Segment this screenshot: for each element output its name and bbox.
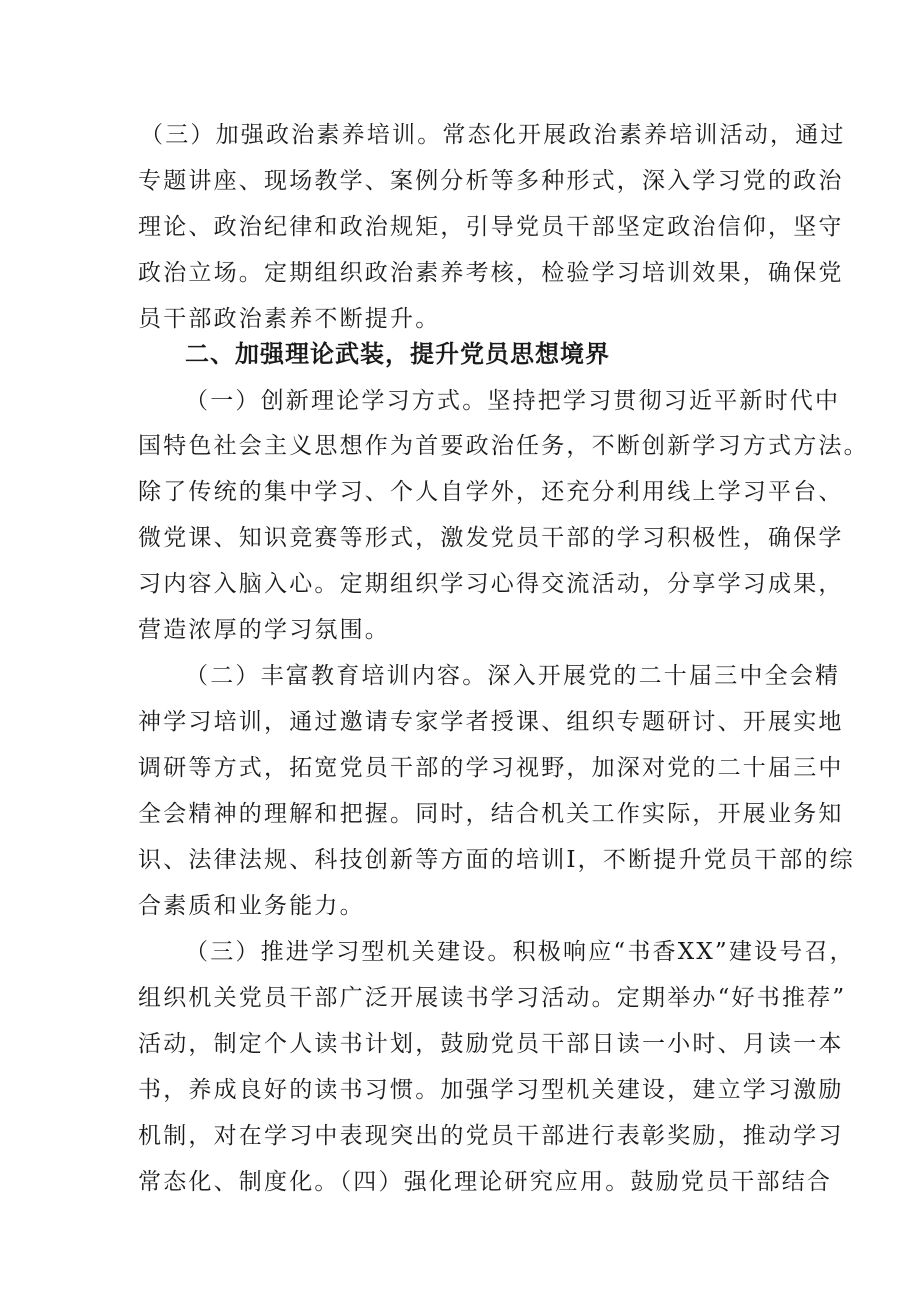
paragraph-line: （二）丰富教育培训内容。深入开展党的二十届三中全会精 — [185, 663, 841, 689]
paragraph-line: 常态化、制度化。（四）强化理论研究应用。鼓励党员干部结合 — [138, 1169, 833, 1195]
paragraph-line: 政治立场。定期组织政治素养考核，检验学习培训效果，确保党 — [138, 260, 844, 286]
paragraph-line: 国特色社会主义思想作为首要政治任务，不断创新学习方式方法。 — [138, 433, 869, 459]
paragraph-line: （一）创新理论学习方式。坚持把学习贯彻习近平新时代中 — [185, 388, 841, 414]
paragraph-line: 神学习培训，通过邀请专家学者授课、组织专题研讨、开展实地 — [138, 709, 844, 735]
paragraph-line: 合素质和业务能力。 — [138, 893, 365, 919]
paragraph-line: 理论、政治纪律和政治规矩，引导党员干部坚定政治信仰，坚守 — [138, 214, 844, 240]
paragraph-line: 全会精神的理解和把握。同时，结合机关工作实际，开展业务知 — [138, 801, 844, 827]
paragraph-line: （三）加强政治素养培训。常态化开展政治素养培训活动，通过 — [140, 122, 846, 148]
paragraph-line: 活动，制定个人读书计划，鼓励党员干部日读一小时、月读一本 — [138, 1031, 844, 1057]
paragraph-line: 习内容入脑入心。定期组织学习心得交流活动，分享学习成果， — [138, 571, 844, 597]
paragraph-line: 专题讲座、现场教学、案例分析等多种形式，深入学习党的政治 — [138, 168, 844, 194]
paragraph-line: 微党课、知识竞赛等形式，激发党员干部的学习积极性，确保学 — [138, 525, 844, 551]
paragraph-line: 识、法律法规、科技创新等方面的培训I，不断提升党员干部的综 — [138, 847, 855, 873]
section-heading: 二、加强理论武装，提升党员思想境界 — [185, 340, 610, 368]
paragraph-line: 调研等方式，拓宽党员干部的学习视野，加深对党的二十届三中 — [138, 755, 844, 781]
paragraph-line: 组织机关党员干部广泛开展读书学习活动。定期举办“好书推荐” — [138, 985, 847, 1011]
paragraph-line: 营造浓厚的学习氛围。 — [138, 617, 390, 643]
paragraph-line: 除了传统的集中学习、个人自学外，还充分利用线上学习平台、 — [138, 479, 844, 505]
paragraph-line: 机制，对在学习中表现突出的党员干部进行表彰奖励，推动学习 — [138, 1123, 844, 1149]
paragraph-line: （三）推进学习型机关建设。积极响应“书香XX”建设号召， — [185, 939, 855, 965]
paragraph-line: 员干部政治素养不断提升。 — [138, 306, 441, 332]
paragraph-line: 书，养成良好的读书习惯。加强学习型机关建设，建立学习激励 — [138, 1077, 844, 1103]
